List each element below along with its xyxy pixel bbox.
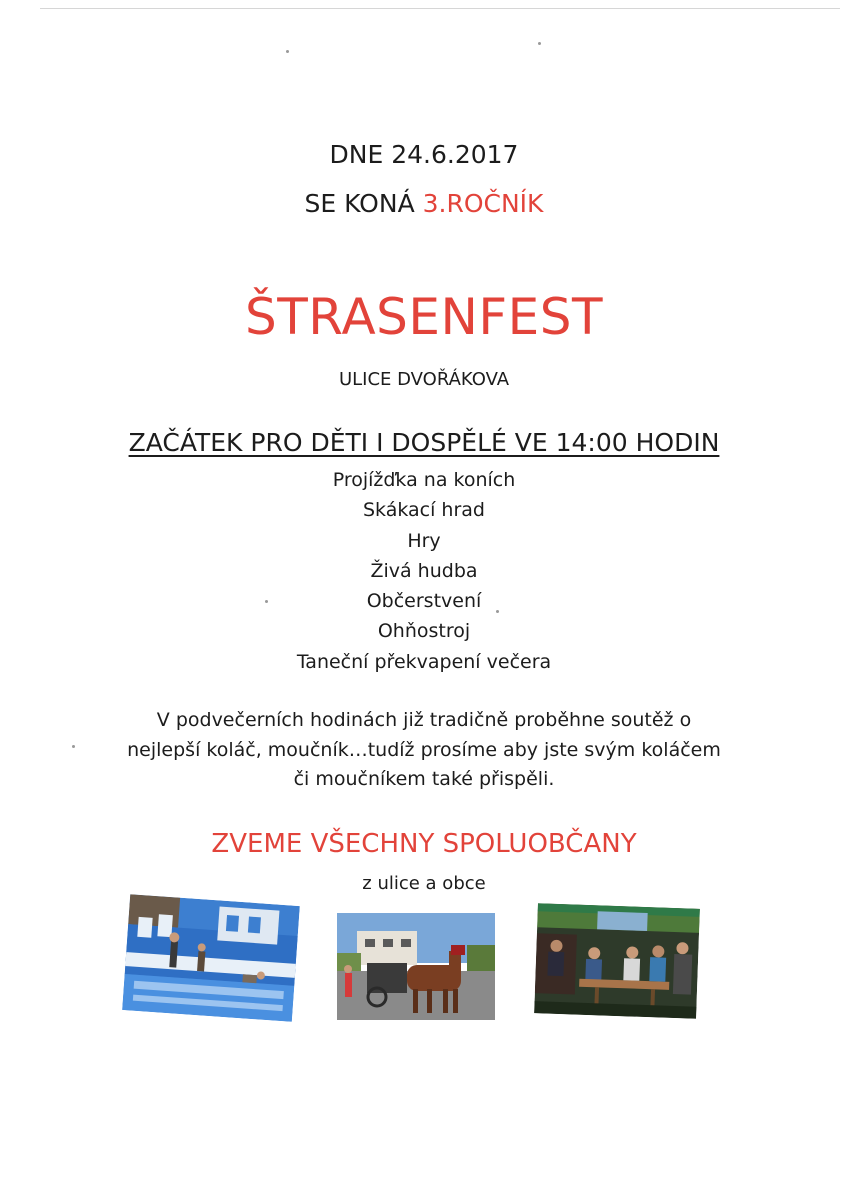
scan-edge-line (40, 8, 840, 9)
program-item: Hry (407, 529, 441, 552)
program-item: Živá hudba (370, 559, 478, 582)
program-item: Taneční překvapení večera (296, 650, 552, 673)
edition-line (0, 189, 848, 218)
edition-number: 3.ROČNÍK (422, 189, 544, 218)
event-date: DNE 24.6.2017 (329, 140, 519, 169)
start-time-heading (0, 428, 848, 457)
program-item: Skákací hrad (362, 499, 485, 522)
edition-prefix: SE KONÁ (304, 189, 423, 218)
horse-carriage-photo (337, 913, 495, 1020)
invitation-subtext: z ulice a obce (362, 873, 486, 894)
program-item: Ohňostroj (377, 620, 471, 643)
street-name: ULICE DVOŘÁKOVA (338, 369, 510, 390)
invitation-heading: ZVEME VŠECHNY SPOLUOBČANY (211, 829, 637, 859)
guests-at-tables-photo (534, 903, 700, 1019)
program-list (0, 465, 848, 677)
paragraph-line: či moučníkem také přispěli. (293, 768, 555, 790)
scan-speck (538, 42, 541, 45)
start-time-text: ZAČÁTEK PRO DĚTI I DOSPĚLÉ VE 14:00 HODIN (128, 428, 720, 457)
festival-title: ŠTRASENFEST (244, 288, 604, 346)
paragraph-line: nejlepší koláč, moučník…tudíž prosíme aby jste svým koláčem (127, 738, 721, 761)
competition-paragraph (0, 706, 848, 795)
scan-speck (286, 50, 289, 53)
program-item: Občerstvení (366, 590, 482, 613)
program-item: Projížďka na koních (332, 469, 516, 491)
paragraph-line: V podvečerních hodinách již tradičně proběhne soutěž o (156, 709, 692, 731)
bouncy-castle-photo (122, 894, 300, 1022)
